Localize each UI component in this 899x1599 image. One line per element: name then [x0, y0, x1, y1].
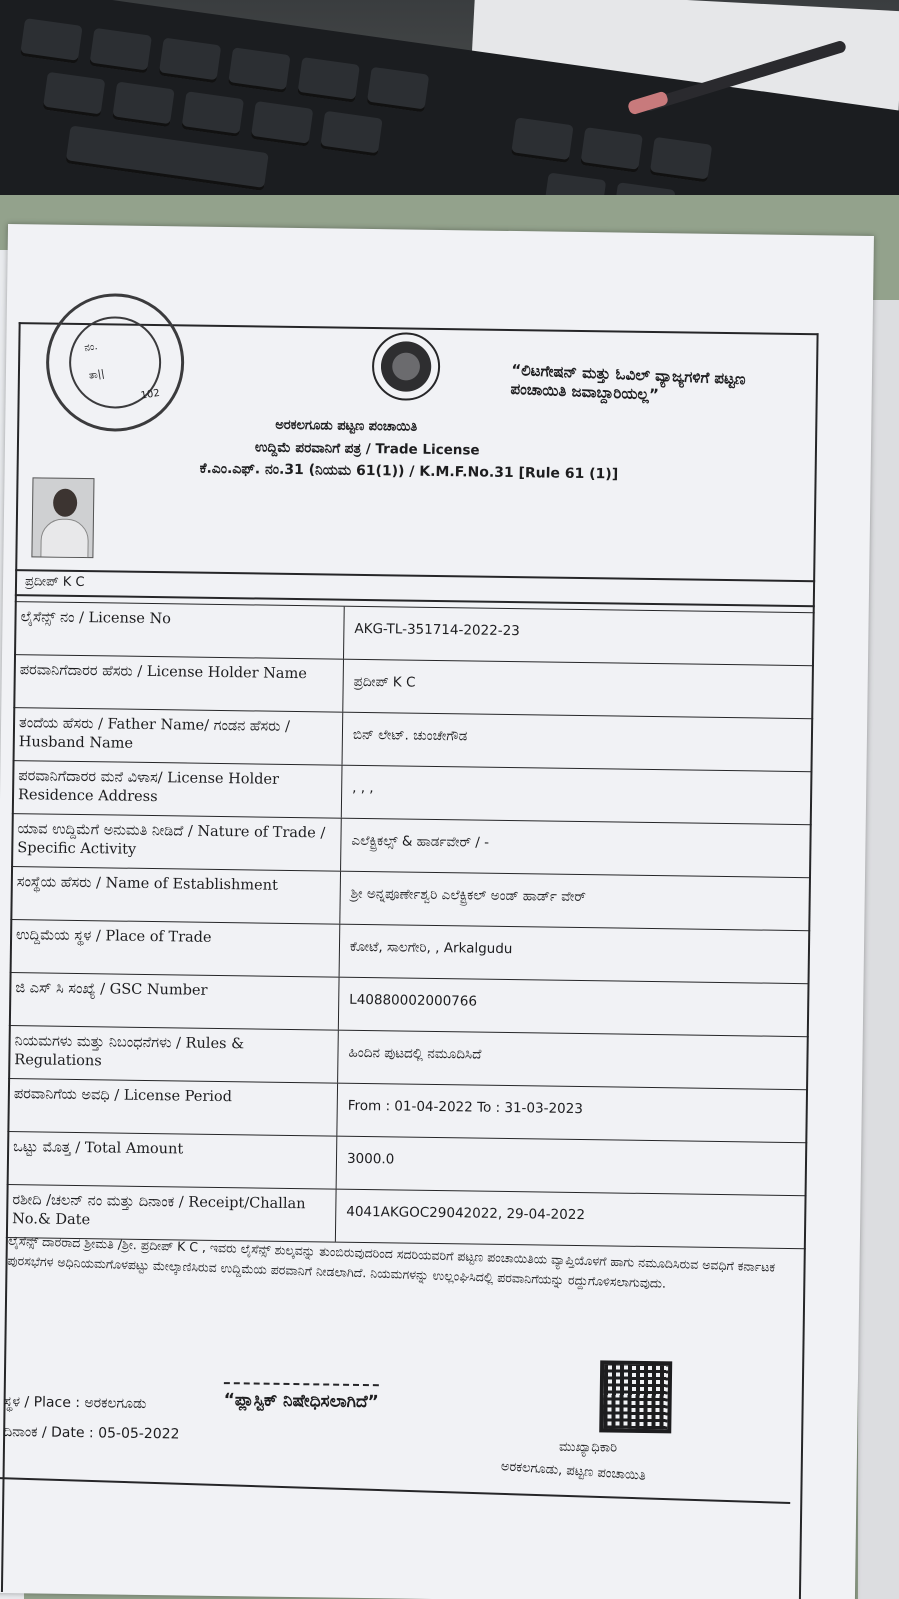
keyboard-key — [65, 125, 268, 190]
row-value: ಬಿನ್ ಲೇಟ್. ಚುಂಚೇಗೌಡ — [352, 726, 468, 745]
plastic-ban-banner: “ಪ್ಲಾಸ್ಟಿಕ್ ನಿಷೇಧಿಸಲಾಗಿದೆ” — [224, 1382, 380, 1412]
row-value: ಕೋಟೆ, ಸಾಲಗೇರಿ, , Arkalgudu — [349, 938, 513, 958]
declaration-text: ಲೈಸೆನ್ಸ್ ದಾರರಾದ ಶ್ರೀಮತಿ /ಶ್ರೀ. ಪ್ರದೀಪ್ K C , ಇವರು ಲೈಸೆನ್ಸ್ ಶುಲ್ಕವನ್ನು ತುಂಬಿರುವುದರಿಂದ ಸದರಿಯವರಿಗೆ ಪಟ್ಟಣ ಪಂಚಾಯಿತಿಯ ವ್ಯಾಪ್ತಿಯೊಳಗೆ ಹಾಗು ನಮೂದಿಸಿರುವ ಅವಧಿಗೆ ಕರ್ನಾಟಕ ಪುರಸಭೆಗಳ ಅಧಿನಿಯಮಗೊಳಪಟ್ಟು ಮೇಲ್ಕಾಣಿಸಿರುವ ಉದ್ದಿಮೆಯ ಪರವಾನಿಗೆ ನೀಡಲಾಗಿದೆ. ನಿಯಮಗಳನ್ನು ಉಲ್ಲಂಘಿಸಿದಲ್ಲಿ ಪರವಾನಿಗೆಯನ್ನು ರದ್ದುಗೊಳಿಸಲಾಗುವುದು. — [7, 1232, 776, 1291]
row-label: ಲೈಸೆನ್ಸ್ ನಂ / License No — [14, 602, 345, 659]
rule-reference: ಕೆ.ಎಂ.ಎಫ್. ನಂ.31 (ನಿಯಮ 61(1)) / K.M.F.No.31 [Rule 61 (1)] — [199, 460, 619, 483]
trade-license-sheet — [0, 224, 874, 1599]
row-label: ಸಂಸ್ಥೆಯ ಹೆಸರು / Name of Establishment — [10, 867, 341, 924]
row-value: ಪ್ರದೀಪ್ K C — [353, 673, 416, 691]
keyboard-key — [89, 28, 152, 74]
keyboard-key — [112, 81, 175, 127]
row-label: ಪರವಾನಿಗೆದಾರರ ಮನೆ ವಿಳಾಸ/ License Holder Residence Address — [12, 761, 343, 818]
row-label: ಒಟ್ಟು ಮೊತ್ತ / Total Amount — [7, 1132, 338, 1189]
row-value: 3000.0 — [346, 1150, 395, 1168]
keyboard-key — [367, 67, 430, 113]
row-value: AKG-TL-351714-2022-23 — [354, 620, 520, 640]
row-label: ತಂದೆಯ ಹೆಸರು / Father Name/ ಗಂಡನ ಹೆಸರು / Husband Name — [13, 708, 344, 765]
license-details-table — [6, 601, 815, 1249]
seal-date-label: ತಾ|| — [88, 368, 106, 382]
row-label: ನಿಯಮಗಳು ಮತ್ತು ನಿಬಂಧನೆಗಳು / Rules & Regulations — [8, 1026, 339, 1083]
row-label: ಜಿ ಎಸ್ ಸಿ ಸಂಖ್ಯೆ / GSC Number — [9, 973, 340, 1030]
keyboard-key — [159, 38, 222, 84]
holder-photo — [31, 477, 94, 558]
keyboard-key — [20, 18, 83, 64]
row-label: ಯಾವ ಉದ್ದಿಮೆಗೆ ಅನುಮತಿ ನೀಡಿದೆ / Nature of Trade / Specific Activity — [11, 814, 342, 871]
holder-heading: ಪ್ರದೀಪ್ K C — [24, 574, 85, 591]
seal-number: 102 — [139, 387, 161, 402]
keyboard-key — [580, 127, 643, 173]
qr-code — [599, 1360, 672, 1433]
row-value: From : 01-04-2022 To : 31-03-2023 — [347, 1097, 583, 1118]
row-value: ಶ್ರೀ ಅನ್ನಪೂರ್ಣೇಶ್ವರಿ ಎಲೆಕ್ಟ್ರಿಕಲ್ ಅಂಡ್ ಹಾರ್ಡ್ ವೇರ್ — [350, 885, 586, 906]
keyboard-key — [320, 111, 383, 157]
keyboard-key — [511, 117, 574, 163]
issue-date: ದಿನಾಂಕ / Date : 05-05-2022 — [3, 1424, 180, 1443]
row-label: ಉದ್ದಿಮೆಯ ಸ್ಥಳ / Place of Trade — [10, 920, 341, 977]
office-name: ಅರಕಲಗೂಡು ಪಟ್ಟಣ ಪಂಚಾಯಿತಿ — [275, 417, 418, 435]
keyboard-key — [181, 91, 244, 137]
row-value: ಹಿಂದಿನ ಪುಟದಲ್ಲಿ ನಮೂದಿಸಿದೆ — [348, 1044, 482, 1063]
license-title: ಉದ್ದಿಮೆ ಪರವಾನಿಗೆ ಪತ್ರ / Trade License — [254, 439, 480, 459]
keyboard-key — [251, 101, 314, 147]
photo-body — [40, 518, 89, 558]
row-label: ಪರವಾನಿಗೆದಾರರ ಹೆಸರು / License Holder Name — [13, 655, 344, 712]
keyboard-key — [228, 47, 291, 93]
row-label: ರಶೀದಿ /ಚಲನ್ ನಂ ಮತ್ತು ದಿನಾಂಕ / Receipt/Challan No.& Date — [6, 1185, 337, 1242]
slogan: “ಲಿಟಗೇಷನ್ ಮತ್ತು ಓವಿಲ್ ವ್ಯಾಜ್ಯಗಳಿಗೆ ಪಟ್ಟಣ ಪಂಚಾಯಿತಿ ಜವಾಬ್ದಾರಿಯಲ್ಲ” — [510, 360, 746, 404]
row-label: ಪರವಾನಿಗೆಯ ಅವಧಿ / License Period — [7, 1079, 338, 1136]
photo-head — [53, 489, 77, 517]
row-value: L40880002000766 — [349, 991, 478, 1010]
officer-office: ಅರಕಲಗೂಡು, ಪಟ್ಟಣ ಪಂಚಾಯಿತಿ — [500, 1459, 647, 1484]
keyboard-key — [43, 72, 106, 118]
row-value: , , , — [352, 779, 374, 797]
keyboard-key — [650, 137, 713, 183]
row-value: ಎಲೆಕ್ಟ್ರಿಕಲ್ಸ್ & ಹಾರ್ಡವೇರ್ / - — [351, 832, 490, 851]
officer-title: ಮುಖ್ಯಾಧಿಕಾರಿ — [558, 1439, 618, 1456]
keyboard-key — [297, 57, 360, 103]
seal-number-label: ನಂ. — [83, 341, 99, 355]
row-value: 4041AKGOC29042022, 29-04-2022 — [346, 1203, 586, 1224]
issue-place: ಸ್ಥಳ / Place : ಅರಕಲಗೂಡು — [3, 1394, 147, 1413]
